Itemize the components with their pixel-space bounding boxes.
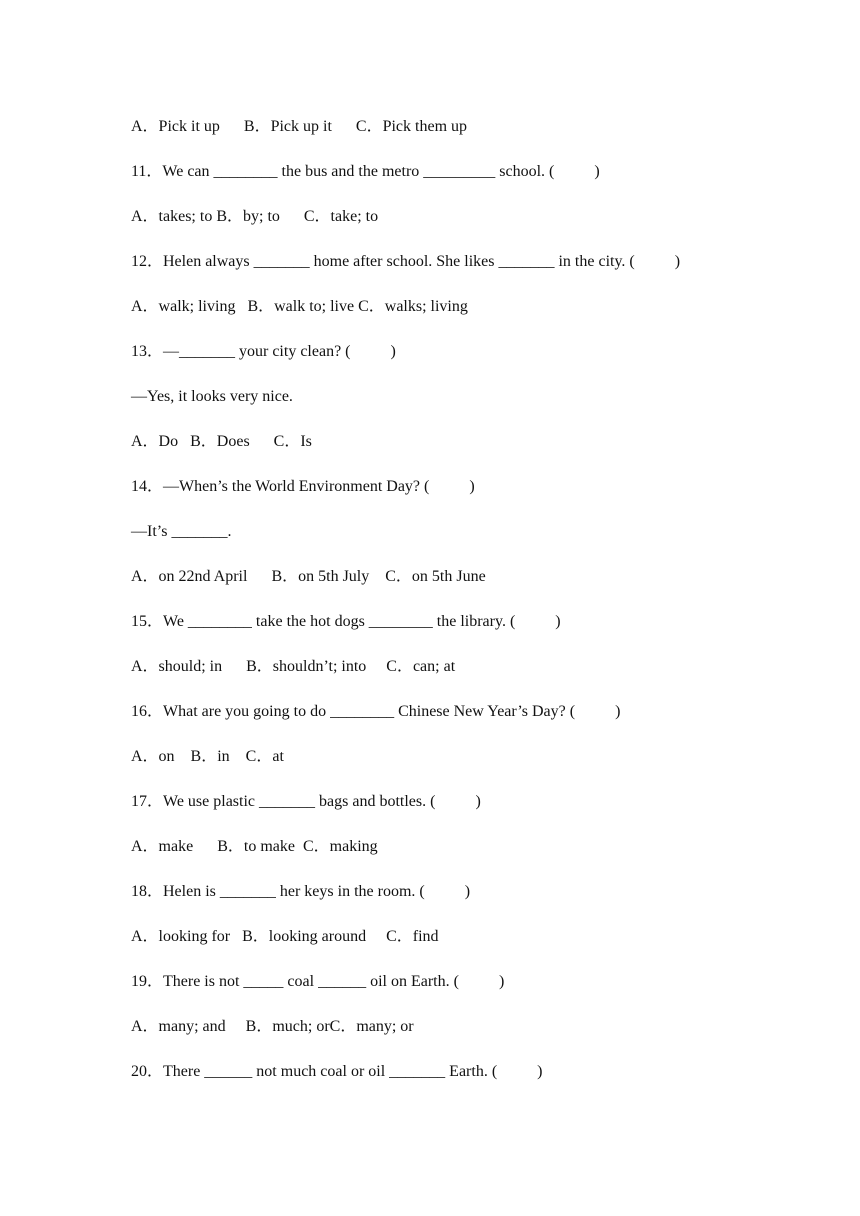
options-q10: A．Pick it up B．Pick up it C．Pick them up (131, 118, 468, 135)
question-11: 11．We can ________ the bus and the metro _________ school. ( ) (131, 163, 600, 180)
question-16: 16．What are you going to do ________ Chinese New Year’s Day? ( ) (131, 703, 621, 720)
question-17: 17．We use plastic _______ bags and bottles. ( ) (131, 793, 481, 810)
options-q16: A．on B．in C．at (131, 748, 284, 765)
question-12: 12．Helen always _______ home after school. She likes _______ in the city. ( ) (131, 253, 681, 270)
question-18: 18．Helen is _______ her keys in the room. ( ) (131, 883, 471, 900)
options-q11: A．takes; to B．by; to C．take; to (131, 208, 379, 225)
question-13: 13．—_______ your city clean? ( ) (131, 343, 396, 360)
question-14: 14．—When’s the World Environment Day? ( ) (131, 478, 475, 495)
options-q18: A．looking for B．looking around C．find (131, 928, 439, 945)
options-q13: A．Do B．Does C．Is (131, 433, 312, 450)
options-q17: A．make B．to make C．making (131, 838, 378, 855)
options-q12: A．walk; living B．walk to; live C．walks; living (131, 298, 468, 315)
dialogue-q14: —It’s _______. (131, 523, 232, 540)
options-q19: A．many; and B．much; orC．many; or (131, 1018, 414, 1035)
question-19: 19．There is not _____ coal ______ oil on Earth. ( ) (131, 973, 505, 990)
question-20: 20．There ______ not much coal or oil _______ Earth. ( ) (131, 1063, 543, 1080)
options-q14: A．on 22nd April B．on 5th July C．on 5th June (131, 568, 486, 585)
options-q15: A．should; in B．shouldn’t; into C．can; at (131, 658, 456, 675)
question-15: 15．We ________ take the hot dogs ________ the library. ( ) (131, 613, 561, 630)
dialogue-q13: —Yes, it looks very nice. (131, 388, 293, 405)
